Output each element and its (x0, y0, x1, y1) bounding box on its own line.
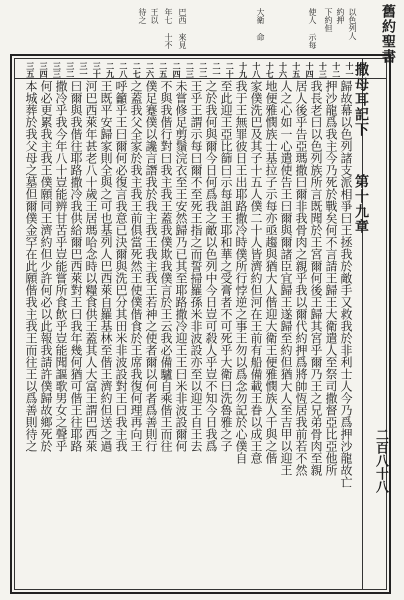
text-column: 呼籲乎王曰爾何必復言我意已決爾與洗巴分其田米非波設對王曰我主我 (114, 80, 128, 452)
annotation: 大衛 命 (256, 8, 265, 41)
verse-number: 十四 (305, 62, 316, 78)
text-column: 歸故幕以色列諸支派相爭曰王拯我於敵手又救我於非利士人今乃爲押沙龍故亡 (339, 80, 353, 488)
text-column: 我長老曰以色列族所言既聞於王宮爾何後王歸其宮乎爾乃王之兄弟骨肉至親 (309, 80, 323, 476)
verse-number: 三四 (39, 62, 50, 78)
text-column: 之於我何與爾今日何爲我之敵以色列中今日豈可殺人乎豈不知今日我爲 (204, 80, 218, 452)
verse-number: 十九 (238, 62, 249, 78)
text-column: 不與我偕行對曰我主我王蓋我僕欺我僕言於王云我必備驢自乘偕王而往 (159, 80, 173, 452)
verse-number: 十六 (278, 62, 289, 78)
text-column: 我于王無罪彼日王出耶路撒冷時僕所行悖逆之事王勿以爲念勿記於心僕自 (234, 80, 248, 464)
verse-number: 二八 (118, 62, 129, 78)
annotation: 巴西 來見 (178, 8, 187, 49)
text-column: 何必更累我主我王僕願同王濟約但少許何必以此報我請許僕歸故鄉死於 (39, 80, 53, 452)
verse-number: 十二 (331, 62, 342, 78)
verse-number: 二五 (158, 62, 169, 78)
verse-number: 十五 (291, 62, 302, 78)
annotation: 王以 (150, 8, 159, 24)
annotation: 使人 示每 (308, 8, 317, 49)
annotation-separator (14, 78, 387, 79)
verse-number: 二九 (105, 62, 116, 78)
text-column: 地便雅憫族士基拉子示每亦亟趨與猶大人偕迎大衛王便雅憫族人千與之偕 (264, 80, 278, 464)
verse-number: 二十 (225, 62, 236, 78)
text-column: 曰爾與我偕往耶路撒冷我供給爾巴西萊對王曰我年幾何猶可偕王往耶路 (69, 80, 83, 452)
verse-number: 三三 (52, 62, 63, 78)
text-column: 本城葬於我父母之墓但爾僕金罕在此願偕我主我王而往王以爲善則待之 (24, 80, 38, 452)
verse-number: 十一 (345, 62, 355, 78)
annotation: 下約但 (324, 8, 333, 32)
text-column: 家僕洗巴及其子十五人僕二十人皆濟約但河在王前有船備載王眷以成王意 (249, 80, 263, 464)
verse-number: 二一 (212, 62, 222, 78)
verse-number: 二七 (132, 62, 143, 78)
text-column: 居人後乎告亞瑪撒曰爾非我骨肉之親乎我以爾代約押爲將帥恆居我前若不然 (294, 80, 308, 476)
verse-number: 三十 (92, 62, 103, 78)
text-column: 撒冷乎我今年八十豈能辨甘苦乎豈能嘗所食飲乎豈能聞謳歌男女之聲乎 (54, 80, 68, 452)
verse-number: 十七 (265, 62, 276, 78)
verse-number: 二四 (172, 62, 183, 78)
annotation: 以色列人 (348, 8, 357, 40)
verse-number: 三一 (79, 62, 89, 78)
annotation: 年七 十不 (164, 8, 173, 49)
text-column: 王乎王謂示每曰爾不至死王指之而誓掃羅孫米非波設亦至以迎王自王去 (189, 80, 203, 452)
verse-number: 三二 (65, 62, 76, 78)
chapter-title: 撒母耳記下 (353, 62, 369, 137)
verse-number: 三五 (25, 62, 36, 78)
text-column: 未嘗修足剪鬚浣衣至王安然歸乃已其至耶路撒冷迎王王曰米非波設爾何 (174, 80, 188, 452)
title-column-divider (362, 58, 363, 590)
text-column: 王既平安歸家則全與之可也基列人巴西萊自羅基林至偕王濟約但送之過 (99, 80, 113, 452)
verse-number: 二六 (145, 62, 156, 78)
page-number: 二百八十八 (373, 428, 388, 493)
book-title: 舊約聖書 (380, 4, 396, 64)
text-column: 之蓋我父全家於我主我王前俱當死然王使僕偕食於王席我復何理再向王 (129, 80, 143, 452)
verse-number: 二三 (185, 62, 196, 78)
annotation: 約押 (336, 8, 345, 24)
chapter-number: 第十九章 (353, 174, 369, 234)
text-column: 河巴西萊年甚老八十歲王居瑪哈念時以糧食供王蓋其人大富王謂巴西萊 (84, 80, 98, 452)
annotation: 待之 (138, 8, 147, 24)
text-column: 人之心如一心遣使告王曰爾與爾諸臣宜歸王遂歸至約但猶大人至吉甲以迎王 (279, 80, 293, 476)
verse-number: 十三 (318, 62, 329, 78)
text-column: 僕足蹇僕以讒言譖我於我主我王我主我王若神之使者爾以何者爲善則行 (144, 80, 158, 452)
text-column: 押沙龍爲我主今乃死於戰矣何不言請王歸王大衛遣人至祭司撒督亞比亞他所 (324, 80, 338, 476)
verse-number: 十八 (251, 62, 262, 78)
verse-number: 二二 (198, 62, 209, 78)
text-column: 至此迎王亞比篩曰示每詛王耶和華之受膏者不可死乎大衛曰洗魯雅之子 (219, 80, 233, 452)
